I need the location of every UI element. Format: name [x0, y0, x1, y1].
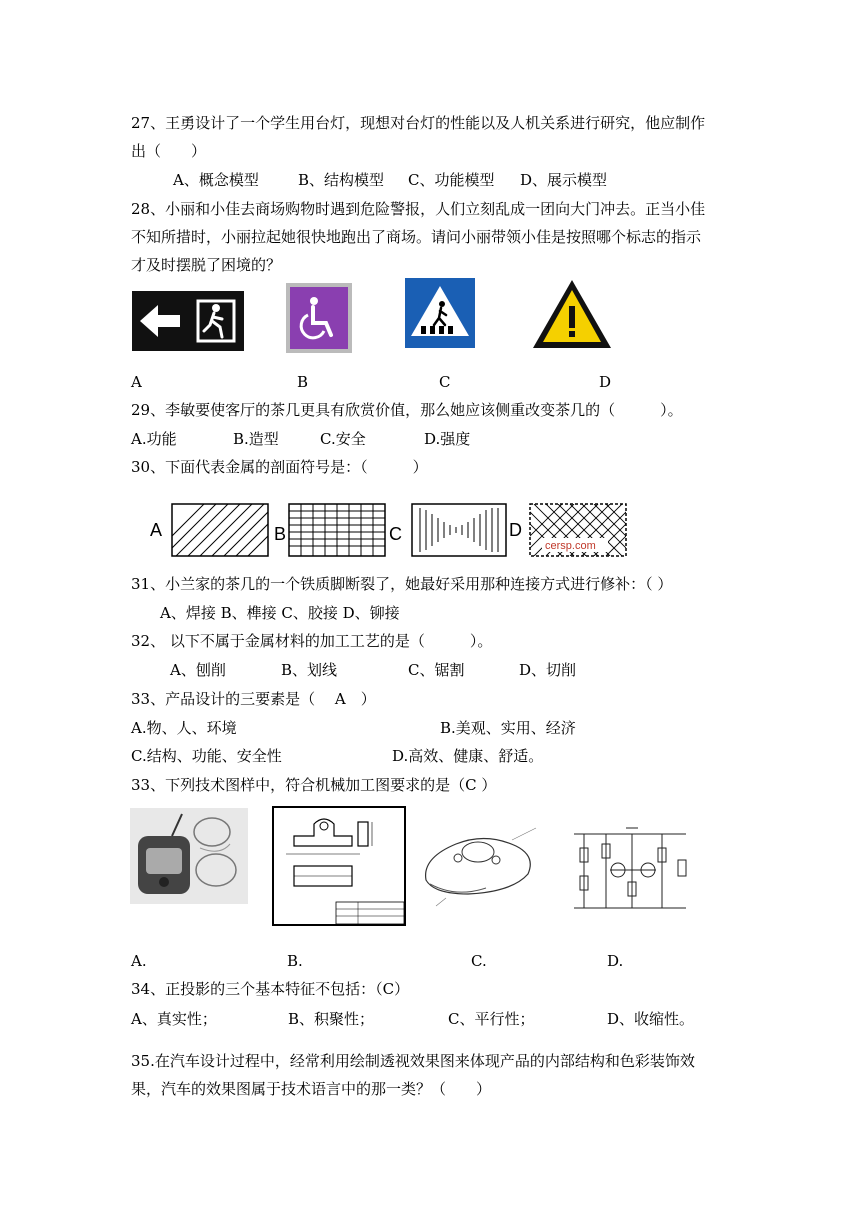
q33a-option-d: D.高效、健康、舒适。 [392, 747, 544, 765]
q34-option-d: D、收缩性。 [607, 1010, 695, 1028]
q31-text: 31、小兰家的茶几的一个铁质脚断裂了，她最好采用那种连接方式进行修补：（ ） [131, 575, 673, 593]
section-label-d: D [509, 520, 522, 540]
mechanical-drawing-image [272, 806, 406, 926]
q27-option-c: C、功能模型 [408, 171, 495, 189]
q32-option-d: D、切削 [519, 661, 577, 679]
q32-option-c: C、锯割 [408, 661, 465, 679]
q29-option-d: D.强度 [424, 430, 471, 448]
q28-label-d: D [599, 373, 612, 391]
q28-label-a: A [131, 373, 142, 391]
q28-label-c: C [439, 373, 451, 391]
section-label-c: C [389, 524, 402, 544]
q29-option-c: C.安全 [320, 430, 366, 448]
q34-option-c: C、平行性； [448, 1010, 535, 1028]
q33b-label-b: B. [287, 952, 303, 970]
section-label-b: B [274, 524, 287, 544]
q29-text: 29、李敏要使客厅的茶几更具有欣赏价值，那么她应该侧重改变茶几的（ ）。 [131, 401, 683, 419]
q33b-label-d: D. [607, 952, 624, 970]
q28-line1: 28、小丽和小佳去商场购物时遇到危险警报，人们立刻乱成一团向大门冲去。正当小佳 [131, 200, 706, 218]
section-symbols-figure [146, 498, 636, 560]
q29-option-b: B.造型 [233, 430, 279, 448]
product-sketch-image [130, 808, 248, 904]
q27-option-b: B、结构模型 [298, 171, 385, 189]
q29-option-a: A.功能 [131, 430, 177, 448]
q31-options: A、焊接 B、榫接 C、胶接 D、铆接 [160, 604, 400, 622]
circuit-diagram-image [566, 824, 702, 916]
car-sketch-image [416, 818, 546, 910]
section-label-a: A [150, 520, 163, 540]
q32-option-a: A、刨削 [170, 661, 226, 679]
wheelchair-sign-icon [286, 283, 352, 353]
q32-option-b: B、划线 [281, 661, 338, 679]
watermark-text: cersp.com [545, 540, 596, 552]
q33b-label-a: A. [131, 952, 147, 970]
q34-option-b: B、积聚性； [288, 1010, 375, 1028]
q35-line2: 果，汽车的效果图属于技术语言中的那一类？（ ） [131, 1080, 492, 1098]
exit-sign-icon [132, 291, 244, 351]
q32-text: 32、 以下不属于金属材料的加工工艺的是（ ）。 [131, 632, 493, 650]
q33a-text: 33、产品设计的三要素是（ A ） [131, 690, 376, 708]
q33a-option-a: A.物、人、环境 [131, 719, 237, 737]
q33b-label-c: C. [471, 952, 487, 970]
q27-option-d: D、展示模型 [520, 171, 608, 189]
q28-label-b: B [297, 373, 309, 391]
q35-line1: 35.在汽车设计过程中，经常利用绘制透视效果图来体现产品的内部结构和色彩装饰效 [131, 1052, 695, 1070]
q30-text: 30、下面代表金属的剖面符号是：（ ） [131, 458, 428, 476]
pedestrian-crossing-sign-icon [405, 278, 475, 348]
q27-line1: 27、王勇设计了一个学生用台灯，现想对台灯的性能以及人机关系进行研究，他应制作 [131, 114, 706, 132]
q28-line3: 才及时摆脱了困境的？ [131, 256, 282, 274]
warning-sign-icon [531, 276, 613, 352]
q33b-text: 33、下列技术图样中，符合机械加工图要求的是（C ） [131, 776, 497, 794]
q34-option-a: A、真实性； [131, 1010, 217, 1028]
q33a-option-c: C.结构、功能、安全性 [131, 747, 282, 765]
q28-line2: 不知所措时，小丽拉起她很快地跑出了商场。请问小丽带领小佳是按照哪个标志的指示 [131, 228, 702, 246]
q34-text: 34、正投影的三个基本特征不包括：（C） [131, 980, 410, 998]
q33a-option-b: B.美观、实用、经济 [440, 719, 576, 737]
q27-line2: 出（ ） [131, 142, 207, 160]
q27-option-a: A、概念模型 [173, 171, 259, 189]
